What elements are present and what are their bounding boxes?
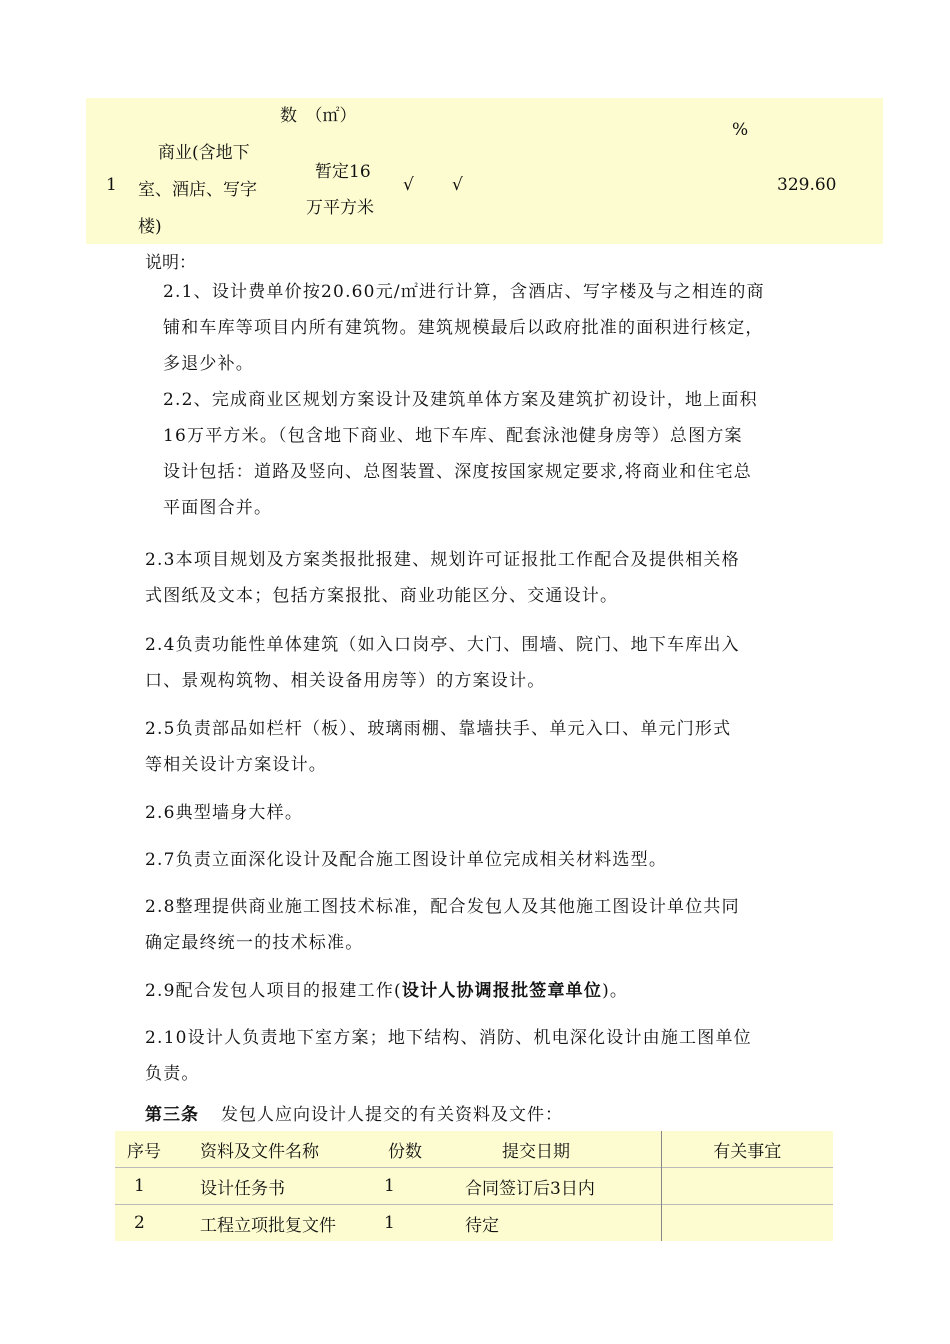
note-2-2 [163, 382, 813, 526]
article-3-text: 发包人应向设计人提交的有关资料及文件： [221, 1105, 563, 1125]
top-table-row [86, 98, 883, 244]
note-2-10-line-1: 2.10设计人负责地下室方案；地下结构、消防、机电深化设计由施工图单位 [145, 1028, 752, 1048]
note-2-9-prefix: 2.9配合发包人项目的报建工作( [145, 981, 402, 1001]
row-index: 1 [106, 175, 117, 195]
note-2-10 [145, 1020, 815, 1092]
cell-date: 待定 [465, 1215, 499, 1236]
cell-name: 设计任务书 [200, 1178, 285, 1199]
fee-value: 329.60 [777, 175, 837, 195]
check-mark-1: √ [403, 175, 414, 195]
table-header-fragment: 数 （㎡） [280, 106, 357, 126]
table-header-row [115, 1131, 833, 1168]
article-3 [145, 1100, 563, 1125]
note-2-5-line-2: 等相关设计方案设计。 [145, 755, 327, 775]
note-2-3-line-2: 式图纸及文本；包括方案报批、商业功能区分、交通设计。 [145, 586, 619, 606]
note-2-4-line-2: 口、景观构筑物、相关设备用房等）的方案设计。 [145, 671, 546, 691]
note-2-2-line-2: 16万平方米。（包含地下商业、地下车库、配套泳池健身房等）总图方案 [163, 426, 743, 446]
note-2-2-line-1: 2.2、完成商业区规划方案设计及建筑单体方案及建筑扩初设计，地上面积 [163, 390, 758, 410]
area-line-2: 万平方米 [306, 198, 374, 218]
col-header-index: 序号 [127, 1141, 161, 1162]
note-2-6-line-1: 2.6典型墙身大样。 [145, 803, 304, 823]
cell-copies: 1 [384, 1176, 395, 1196]
item-name-line-3: 楼) [138, 217, 162, 237]
cell-index: 1 [134, 1176, 145, 1196]
note-2-4-line-1: 2.4负责功能性单体建筑（如入口岗亭、大门、围墙、院门、地下车库出入 [145, 635, 740, 655]
note-2-9 [145, 973, 815, 1009]
note-2-3 [145, 542, 815, 614]
note-label: 说明： [145, 253, 196, 273]
cell-index: 2 [134, 1213, 145, 1233]
item-name-line-2: 室、酒店、写字 [138, 180, 257, 200]
percent-symbol: % [732, 120, 749, 140]
note-2-4 [145, 627, 815, 699]
col-header-date: 提交日期 [502, 1141, 570, 1162]
note-2-7 [145, 842, 815, 878]
note-2-8-line-2: 确定最终统一的技术标准。 [145, 933, 364, 953]
note-2-6 [145, 795, 815, 831]
cell-notes [661, 1168, 833, 1205]
note-2-10-line-2: 负责。 [145, 1064, 200, 1084]
check-mark-2: √ [452, 175, 463, 195]
article-3-label: 第三条 [145, 1105, 199, 1125]
note-2-9-suffix: )。 [602, 981, 629, 1001]
col-header-name: 资料及文件名称 [200, 1141, 319, 1162]
note-2-2-line-4: 平面图合并。 [163, 498, 273, 518]
documents-table [115, 1131, 833, 1241]
col-header-copies: 份数 [388, 1141, 422, 1162]
note-2-5-line-1: 2.5负责部品如栏杆（板）、玻璃雨棚、靠墙扶手、单元入口、单元门形式 [145, 719, 732, 739]
cell-name: 工程立项批复文件 [200, 1215, 336, 1236]
note-2-1-line-2: 铺和车库等项目内所有建筑物。建筑规模最后以政府批准的面积进行核定， [163, 318, 764, 338]
note-2-8 [145, 889, 815, 961]
table-row [115, 1205, 833, 1242]
col-header-notes: 有关事宜 [661, 1131, 833, 1168]
note-2-8-line-1: 2.8整理提供商业施工图技术标准，配合发包人及其他施工图设计单位共同 [145, 897, 740, 917]
note-2-9-bold: 设计人协调报批签章单位 [401, 981, 603, 1001]
note-2-3-line-1: 2.3本项目规划及方案类报批报建、规划许可证报批工作配合及提供相关格 [145, 550, 740, 570]
note-2-1-line-3: 多退少补。 [163, 354, 254, 374]
note-2-2-line-3: 设计包括：道路及竖向、总图装置、深度按国家规定要求,将商业和住宅总 [163, 462, 753, 482]
area-line-1: 暂定16 [315, 162, 371, 182]
note-2-1-line-1: 2.1、设计费单价按20.60元/㎡进行计算，含酒店、写字楼及与之相连的商 [163, 282, 765, 302]
cell-date: 合同签订后3日内 [465, 1178, 595, 1199]
note-2-1 [163, 274, 813, 382]
note-2-7-line-1: 2.7负责立面深化设计及配合施工图设计单位完成相关材料选型。 [145, 850, 668, 870]
cell-notes [661, 1205, 833, 1242]
table-row [115, 1168, 833, 1205]
note-2-5 [145, 711, 815, 783]
cell-copies: 1 [384, 1213, 395, 1233]
item-name-line-1: 商业(含地下 [158, 143, 250, 163]
